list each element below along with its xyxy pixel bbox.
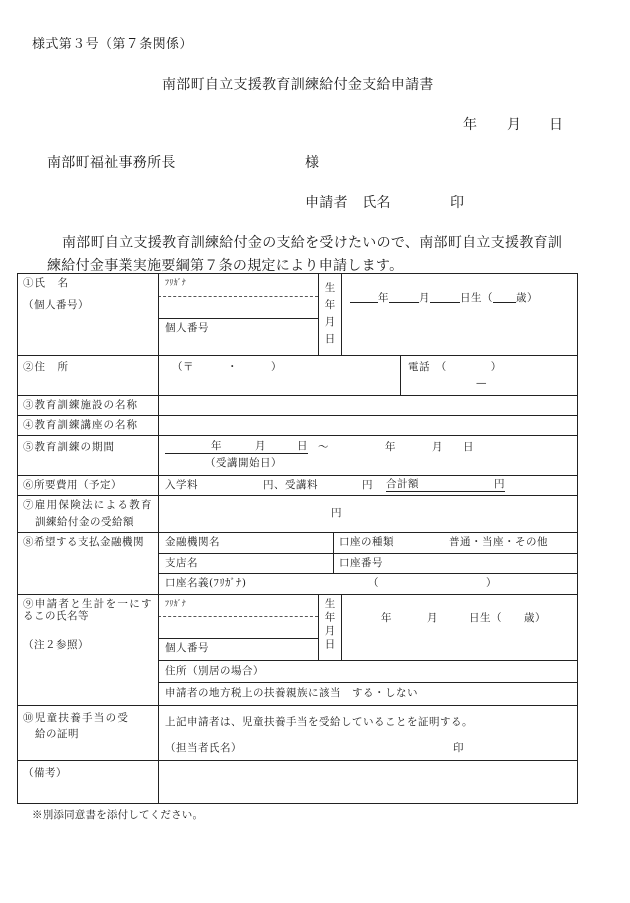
tuition-unit: 円 <box>362 479 373 491</box>
footnote: ※別添同意書を添付してください。 <box>32 809 204 821</box>
household-birth-month-label: 月 <box>427 612 438 624</box>
intro-line-2: 練給付金事業実施要綱第７条の規定により申請します。 <box>47 258 404 274</box>
account-holder-paren-close: ） <box>486 577 497 589</box>
applicant-furigana-label: ﾌﾘｶﾞﾅ <box>165 278 187 287</box>
household-birth-year-label: 年 <box>381 612 392 624</box>
household-id-number-label: 個人番号 <box>165 642 209 654</box>
household-birth-day-label: 日生（ <box>469 612 502 624</box>
household-note: （注２参照） <box>23 639 89 651</box>
child-support-label-line-1: ⑩児童扶養手当の受 <box>23 712 130 724</box>
phone-dash: — <box>476 377 487 389</box>
benefit-amount-unit: 円 <box>331 507 342 519</box>
birth-month-label: 月 <box>419 291 430 304</box>
household-dependent-label: 申請者の地方税上の扶養親族に該当 する・しない <box>165 687 418 699</box>
applicant-birthdate-label: 生年月日 <box>323 282 336 350</box>
household-birthdate-label: 生年月日 <box>323 598 336 652</box>
bank-section-label: ⑧希望する支払金融機関 <box>23 536 144 548</box>
account-holder-label: 口座名義(ﾌﾘｶﾞﾅ) <box>165 577 247 589</box>
period-start-day-label: 日 <box>297 440 308 452</box>
child-support-statement: 上記申請者は、児童扶養手当を受給していることを証明する。 <box>165 716 473 728</box>
officer-name-label: （担当者氏名） <box>165 742 242 754</box>
intro-line-1: 南部町自立支援教育訓練給付金の支給を受けたいので、南部町自立支援教育訓 <box>62 235 563 251</box>
household-label-line-2: るこの氏名等 <box>23 610 89 622</box>
household-birth-age-label: 歳） <box>524 612 546 624</box>
officer-seal-mark: 印 <box>453 742 464 754</box>
training-period-label: ⑤教育訓練の期間 <box>23 441 115 453</box>
period-end-year-label: 年 <box>385 441 396 453</box>
tuition-fee-label: 円、受講料 <box>263 479 318 491</box>
bank-institution-label: 金融機関名 <box>165 536 220 548</box>
total-amount-unit: 円 <box>494 478 505 490</box>
phone-label: 電話 （ ） <box>408 361 502 373</box>
applicant-seal-mark: 印 <box>450 195 465 211</box>
postal-code-placeholder: （〒 ・ ） <box>172 361 282 373</box>
applicant-id-number-sublabel: （個人番号） <box>23 299 89 311</box>
form-title: 南部町自立支援教育訓練給付金支給申請書 <box>162 77 434 93</box>
date-month-label: 月 <box>507 117 522 133</box>
child-support-label-line-2: 給の証明 <box>35 728 79 740</box>
addressee-honorific: 様 <box>305 155 320 171</box>
addressee: 南部町福祉事務所長 <box>47 155 176 171</box>
branch-name-label: 支店名 <box>165 557 198 569</box>
training-course-label: ④教育訓練講座の名称 <box>23 419 138 431</box>
date-day-label: 日 <box>549 117 564 133</box>
form-number: 様式第３号（第７条関係） <box>32 37 193 52</box>
admission-fee-label: 入学料 <box>165 479 198 491</box>
period-start-note: （受講開始日） <box>205 457 282 469</box>
household-furigana-label: ﾌﾘｶﾞﾅ <box>165 599 187 608</box>
applicant-name-field-label: ①氏 名 <box>23 277 69 289</box>
benefit-label-line-2: 訓練給付金の受給額 <box>35 516 134 528</box>
applicant-name-label: 申請者 氏名 <box>305 195 391 211</box>
training-facility-label: ③教育訓練施設の名称 <box>23 399 138 411</box>
account-holder-paren-open: （ <box>368 577 379 589</box>
household-address-label: 住所（別居の場合） <box>165 665 264 677</box>
account-type-options: 普通・当座・その他 <box>449 536 548 548</box>
account-number-label: 口座番号 <box>339 557 383 569</box>
applicant-id-number-label: 個人番号 <box>165 322 209 334</box>
total-amount-label: 合計額 <box>386 478 419 490</box>
period-range-tilde: 〜 <box>318 441 329 453</box>
account-type-label: 口座の種類 <box>339 536 394 548</box>
birth-year-label: 年 <box>378 291 389 304</box>
costs-label: ⑥所要費用（予定） <box>23 479 122 491</box>
birth-age-label: 歳） <box>516 291 538 304</box>
period-end-day-label: 日 <box>463 441 474 453</box>
period-end-month-label: 月 <box>432 441 443 453</box>
period-start-year-label: 年 <box>211 440 222 452</box>
address-field-label: ②住 所 <box>23 361 69 373</box>
remarks-label: （備考） <box>23 767 67 779</box>
date-year-label: 年 <box>463 117 478 133</box>
period-start-month-label: 月 <box>255 440 266 452</box>
birth-day-label: 日生（ <box>460 291 493 304</box>
benefit-label-line-1: ⑦雇用保険法による教育 <box>23 499 153 511</box>
household-label-line-1: ⑨申請者と生計を一にす <box>23 598 153 610</box>
